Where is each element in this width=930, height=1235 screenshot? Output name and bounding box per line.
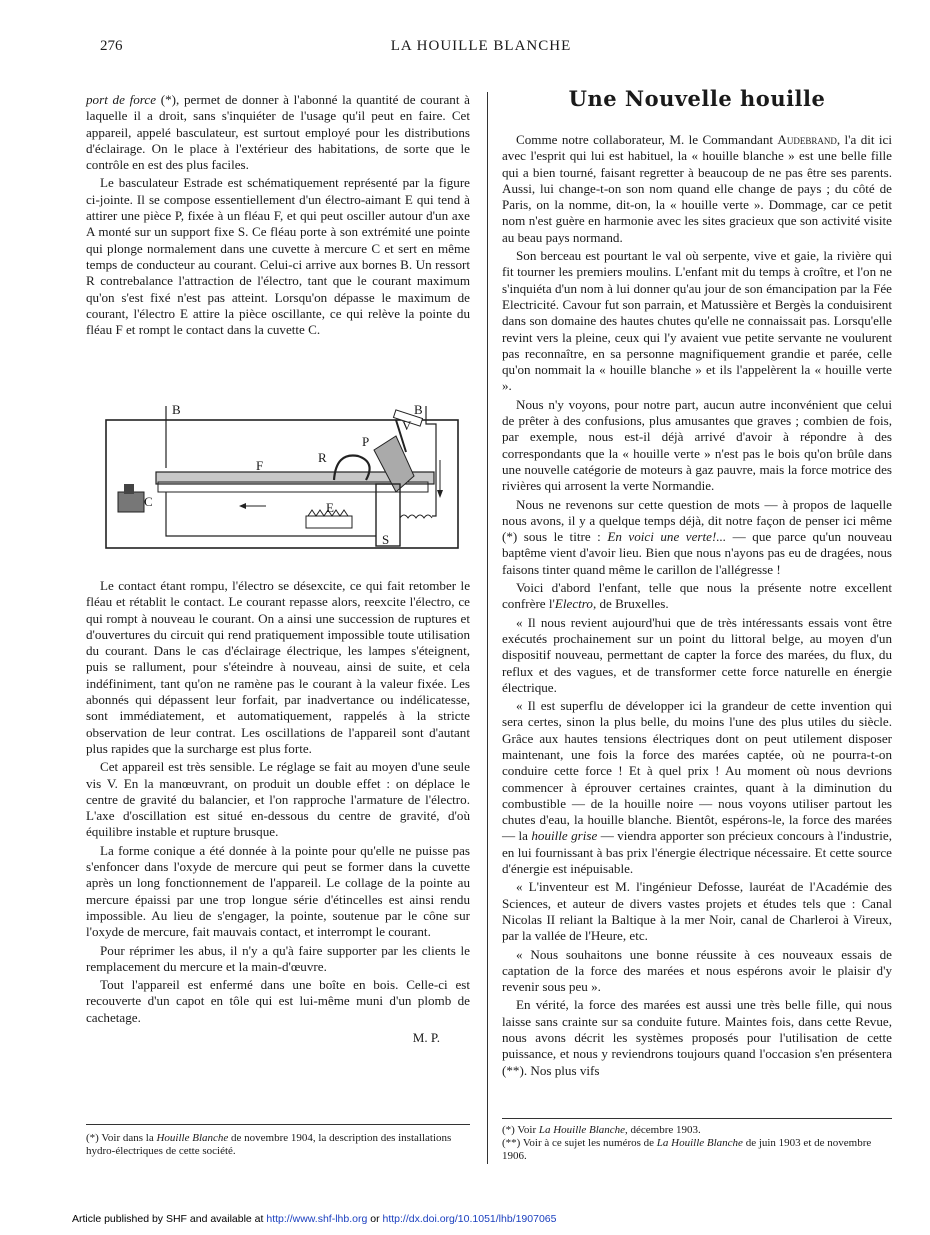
footnote-rule-left [86,1124,470,1125]
paragraph: Le contact étant rompu, l'électro se désexcite, ce qui fait retomber le fléau et rétablit le contact. Le courant repasse alors, reexcite l'électro, ce qui rompt à nouveau le courant. On a ainsi une succession de ruptures et d'ouvertures du circuit qui rend pratiquement impossible toute utilisation du courant. Dans le cas d'éclairage électrique, les lampes s'éteignent, puis se rallument, pour s'éteindre à nouveau, ainsi de suite, et cela indéfiniment, tant qu'on ne ramène pas le courant à la valeur fixée. Les abonnés qui dépassent leur forfait, par inadvertance ou indélicatesse, sont immédiatement, et automatiquement, rappelés à la stricte observation de leur contrat. Les oscillations de l'appareil sont d'autant plus rapides que la surcharge est plus forte. [86,578,470,756]
paragraph: Cet appareil est très sensible. Le réglage se fait au moyen d'une seule vis V. En la manœuvrant, on produit un double effet : on déplace le centre de gravité du balancier, et l'on rapproche l'armature de l'électro. L'axe d'oscillation est situé en-dessous du centre de gravité, d'où équilibre instable et rupture brusque. [86,759,470,840]
shf-link[interactable]: http://www.shf-lhb.org [266,1213,368,1225]
electromagnet-E [306,516,352,528]
doi-link[interactable]: http://dx.doi.org/10.1051/lhb/1907065 [382,1213,557,1225]
column-divider [487,92,488,1164]
publication-notice: Article published by SHF and available at http://www.shf-lhb.org or http://dx.doi.org/10.1051/lhb/1907065 [72,1213,557,1225]
italic-lead: port de force [86,92,157,107]
paragraph: « Il nous revient aujourd'hui que de très intéressants essais vont être exécutés prochainement sur un point du littoral belge, au moyen d'un dispositif nouveau, permettant de capter la force des marées, du flux, du reflux et des vagues, et de transformer cette force naturelle en énergie électrique. [502,614,892,695]
running-title: LA HOUILLE BLANCHE [390,38,572,54]
paragraph: Tout l'appareil est enfermé dans une boîte en bois. Celle-ci est recouverte d'un capot en tôle qui est lui-même muni d'un plomb de cachetage. [86,977,470,1025]
article-title: Une Nouvelle houille [568,86,826,111]
label-V: V [402,418,412,433]
left-column-top [86,92,470,340]
paragraph: En vérité, la force des marées est aussi une très belle fille, qui nous laisse sans crainte sur sa conduite future. Maintes fois, dans cette Revue, nous avons décrit les systèmes proposés pour l'utilisation de cette puissance, et nous y reviendrons toujours quand l'occasion s'en présentera (**). Nos plus vifs [502,997,892,1078]
footnotes-right [502,1124,892,1163]
label-B: B [414,402,423,417]
label-S: S [382,532,390,547]
left-column-bottom [86,578,470,1048]
paragraph: Le basculateur Estrade est schématiquement représenté par la figure ci-jointe. Il se compose essentiellement d'un électro-aimant E qui tend à attirer une pièce P, fixée à un fléau F, et qui peut osciller autour d'un axe A monté sur un support fixe S. Ce fléau porte à son extrémité une pointe qui plonge normalement dans une cuvette à mercure C et sert en même temps de conducteur au courant. Celui-ci arrive aux bornes B. Un ressort R contrebalance l'attraction de l'électro, tant que le courant maximum qu'on s'est fixé n'est pas atteint. Lorsqu'on dépasse le maximum de courant, l'électro E attire la pièce oscillante, ce qui relève la pointe du fléau F et rompt le contact dans la cuvette C. [86,175,470,338]
label-F: F [256,458,264,473]
footnote: (*) Voir La Houille Blanche, décembre 1903. [502,1124,701,1136]
paragraph: Son berceau est pourtant le val où serpente, vive et gaie, la rivière qui fit tourner les premiers moulins. L'enfant mit du temps à croître, et l'on ne s'inquiéta d'un nom à lui donner qu'au jour de son émancipation par la Fée Electricité. Cavour fut son parrain, et Matussière et Bergès la conduisirent dans son domaine des hautes chutes qu'elle ne connaissait pas. Lorsqu'elle revint vers la pleine, ceux qui l'y avaient vue petite servante ne voulurent pas reconnaître, en sa personne magnifiquement grandie et parée, celle qu'on nommait la « houille blanche » et ils l'appelèrent la « houille verte ». [502,248,892,394]
label-R: R [318,450,327,465]
paragraph: « Nous souhaitons une bonne réussite à ces nouveaux essais de captation de la force des marées et nous espérons avoir le plaisir d'y revenir sous peu ». [502,946,892,995]
right-column [502,132,892,1081]
wire-right [426,406,436,516]
mercury-cup-top [124,484,134,494]
footnote-left: (*) Voir dans la Houille Blanche de novembre 1904, la description des installations hydro-électriques de cette société. [86,1132,452,1157]
signature: M. P. [412,1030,440,1046]
arrow-head-2 [239,503,246,509]
label-P: P [362,434,370,449]
paragraph: Nous n'y voyons, pour notre part, aucun autre inconvénient que celui de prêter à des confusions, plus amusantes que graves ; combien de fois, par exemple, nous est-il déjà arrivé d'avoir à répondre à des correspondants que la « houille verte » n'est pas le bois qu'on brûle dans une nouvelle catégorie de moteurs à gaz pauvre, mais la force motrice des rivières qui arrosent la verte Normandie. [502,396,892,494]
footnote-rule-right [502,1118,892,1119]
paragraph: port de force (*), permet de donner à l'abonné la quantité de courant à laquelle il a droit, sans s'inquiéter de l'usage qu'il peut en faire. Cet appareil, appelé basculateur, est surtout employé pour les distributions d'éclairage. On le place à l'extérieur des habitations, de sorte que le contrôle en est des plus faciles. [86,92,470,173]
paragraph: Voici d'abord l'enfant, telle que nous la présente notre excellent confrère l'Electro, de Bruxelles. [502,580,892,612]
mercury-cup [118,492,144,512]
basculateur-figure [96,400,468,568]
page-number: 276 [100,38,123,54]
coil-right [400,515,432,518]
label-C: C [144,494,153,509]
paragraph: La forme conique a été donnée à la pointe pour qu'elle ne puisse pas s'enfoncer dans l'oxyde de mercure qui peut se former dans la cuvette après un long fonctionnement de l'appareil. Le collage de la pointe au mercure épaissi par une trop longue série d'étincelles est ainsi rendu impossible. Au lieu de s'engager, la pointe, soutenue par le cône sur l'oxyde de mercure, fait mauvais contact, et interrompt le courant. [86,842,470,940]
label-E: E [326,500,334,515]
label-B: B [172,402,181,417]
paragraph: « L'inventeur est M. l'ingénieur Defosse, lauréat de l'Académie des Sciences, et auteur de divers vastes projets et études tels que : Canal Nicolas II reliant la Baltique à la mer Noir, canal de Charleroi à Vireux, par la vallée de l'Heure, etc. [502,879,892,944]
arrow-head [437,490,443,498]
page-header [100,38,862,62]
paragraph: Pour réprimer les abus, il n'y a qu'à faire supporter par les clients le remplacement du mercure et la main-d'œuvre. [86,942,470,974]
paragraph: « Il est superflu de développer ici la grandeur de cette invention qui sera certes, sinon la plus belle, du moins l'une des plus utiles du siècle. Grâce aux hautes tensions électriques dont on peut utilement disposer maintenant, une fois la force des marées captée, où ne pourra-t-on conduire cette force ! Et à quel prix ! Au moment où nous devrions commencer à éprouver certaines craintes, quant à la diminution du combustible — de la houille noire — nous voyons utiliser partout les chutes d'eau, la houille blanche. Bientôt, espérons-le, la force des marées — la houille grise — viendra apporter son précieux concours à l'industrie, en lui fournissant à bas prix l'énergie électrique nécessaire. Et cette source d'énergie est inépuisable. [502,698,892,877]
paragraph: Comme notre collaborateur, M. le Commandant Audebrand, l'a dit ici avec l'esprit qui lui est habituel, la « houille blanche » est une belle fille qui a bien tourné, faisant regretter à beaucoup de ne pas être ses parents. Aussi, lui change-t-on son nom quand elle change de pays ; du côté de Paris, on la nomme, dit-on, la « houille verte ». Dommage, car ce petit nom n'est guère en harmonie avec les sites gracieux que son activité visite au beau pays normand. [502,132,892,245]
footnote: (**) Voir à ce sujet les numéros de La Houille Blanche de juin 1903 et de novembre 1906. [502,1137,872,1162]
paragraph: Nous ne revenons sur cette question de mots — à propos de laquelle nous avons, il y a quelque temps déjà, dit notre façon de penser ici même (*) sous le titre : En voici une verte!... — que parce qu'un nouveau baptême vient d'avoir lieu. Bien que nous n'ayons pas eu de dragées, nous faisons tinter quand même le carillon de l'allégresse ! [502,496,892,577]
